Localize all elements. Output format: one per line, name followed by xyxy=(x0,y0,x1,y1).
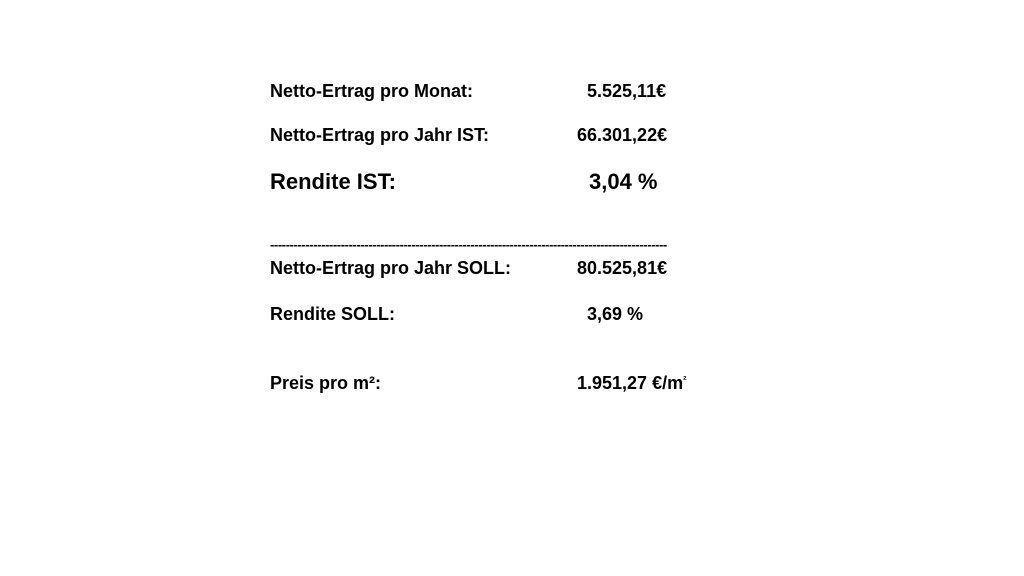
netto-jahr-ist-label: Netto-Ertrag pro Jahr IST: xyxy=(270,125,490,145)
netto-monat-value: 5.525,11€ xyxy=(587,81,667,101)
preis-m2-number: 1.951,27 €/m xyxy=(577,373,684,393)
preis-m2-superscript: ² xyxy=(683,375,687,386)
rendite-ist-value: 3,04 % xyxy=(589,169,658,194)
netto-jahr-soll-value: 80.525,81€ xyxy=(577,258,668,278)
preis-m2-value xyxy=(577,374,686,392)
netto-monat-label: Netto-Ertrag pro Monat: xyxy=(270,81,473,101)
rendite-soll-value: 3,69 % xyxy=(587,304,644,324)
separator-line: ----------------------------------------------------------------------------------------------------- xyxy=(270,238,667,251)
preis-m2-label: Preis pro m²: xyxy=(270,373,382,393)
netto-jahr-soll-label: Netto-Ertrag pro Jahr SOLL: xyxy=(270,258,512,278)
rendite-soll-label: Rendite SOLL: xyxy=(270,304,395,324)
rendite-ist-label: Rendite IST: xyxy=(270,169,396,194)
netto-jahr-ist-value: 66.301,22€ xyxy=(577,125,668,145)
